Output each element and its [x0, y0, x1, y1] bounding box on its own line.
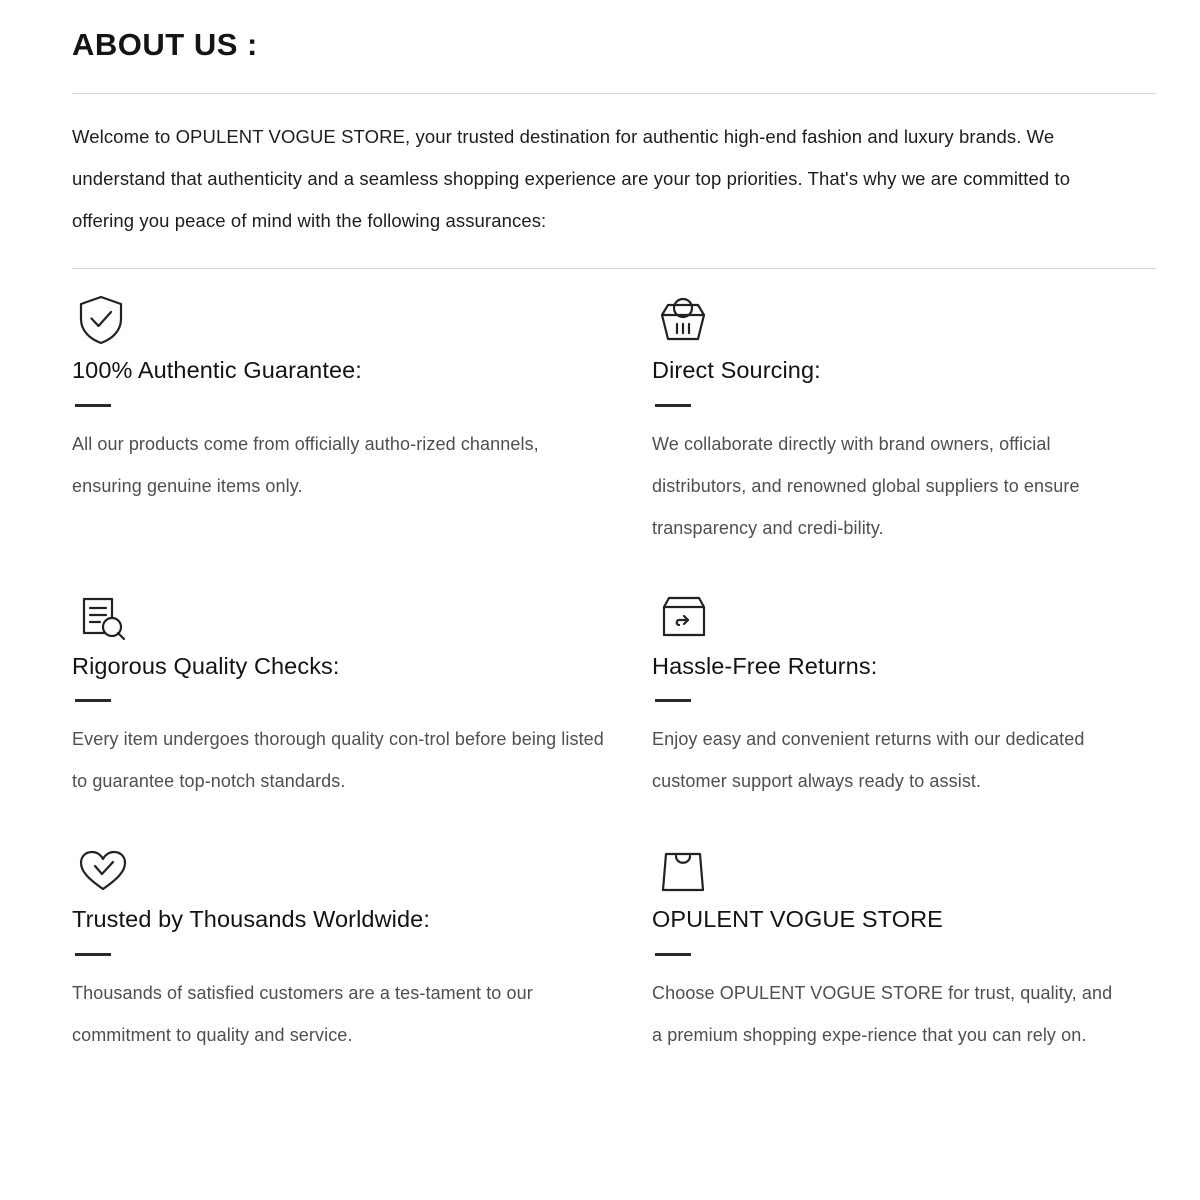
feature-body: All our products come from officially autho-rized channels, ensuring genuine items only.: [72, 433, 539, 496]
row-spacer: [652, 802, 1156, 836]
feature-title: 100% Authentic Guarantee:: [72, 357, 362, 384]
shopping-bag-icon: [652, 836, 1116, 898]
divider-mid: [72, 268, 1156, 269]
intro-paragraph: Welcome to OPULENT VOGUE STORE, your trusted destination for authentic high-end fashion and luxury brands. We understand that authenticity and a seamless shopping experience are your top priorities. That's why we are committed to offering you peace of mind with the following assurances:: [72, 126, 1071, 232]
feature-title: OPULENT VOGUE STORE: [652, 906, 943, 933]
feature-card: [652, 583, 1156, 803]
row-spacer: [652, 549, 1156, 583]
feature-body: Choose OPULENT VOGUE STORE for trust, quality, and a premium shopping expe-rience that you can rely on.: [652, 982, 1113, 1045]
shopping-basket-icon: [652, 287, 1116, 349]
row-spacer: [72, 549, 652, 583]
feature-card: [72, 583, 652, 803]
document-search-icon: [72, 583, 612, 645]
return-box-icon: [652, 583, 1116, 645]
feature-title: Direct Sourcing:: [652, 357, 821, 384]
title-underline: [75, 404, 111, 407]
feature-title: Hassle-Free Returns:: [652, 652, 878, 679]
feature-title: Trusted by Thousands Worldwide:: [72, 906, 430, 933]
row-spacer: [72, 802, 652, 836]
heart-check-icon: [72, 836, 612, 898]
feature-card: [72, 287, 652, 549]
feature-card: [652, 287, 1156, 549]
title-underline: [655, 699, 691, 702]
title-underline: [75, 699, 111, 702]
features-grid: [72, 287, 1156, 1056]
feature-card: [652, 836, 1156, 1056]
feature-body: Thousands of satisfied customers are a tes-tament to our commitment to quality and service.: [72, 982, 533, 1045]
shield-check-icon: [72, 287, 612, 349]
feature-body: Enjoy easy and convenient returns with our dedicated customer support always ready to assist.: [652, 729, 1085, 792]
feature-title: Rigorous Quality Checks:: [72, 652, 340, 679]
divider-top: [72, 93, 1156, 94]
title-underline: [655, 404, 691, 407]
title-underline: [75, 953, 111, 956]
feature-card: [72, 836, 652, 1056]
feature-body: Every item undergoes thorough quality con-trol before being listed to guarantee top-notch standards.: [72, 729, 604, 792]
page-title: ABOUT US :: [72, 27, 258, 62]
title-underline: [655, 953, 691, 956]
feature-body: We collaborate directly with brand owners, official distributors, and renowned global suppliers to ensure transparency and credi-bility.: [652, 433, 1080, 538]
